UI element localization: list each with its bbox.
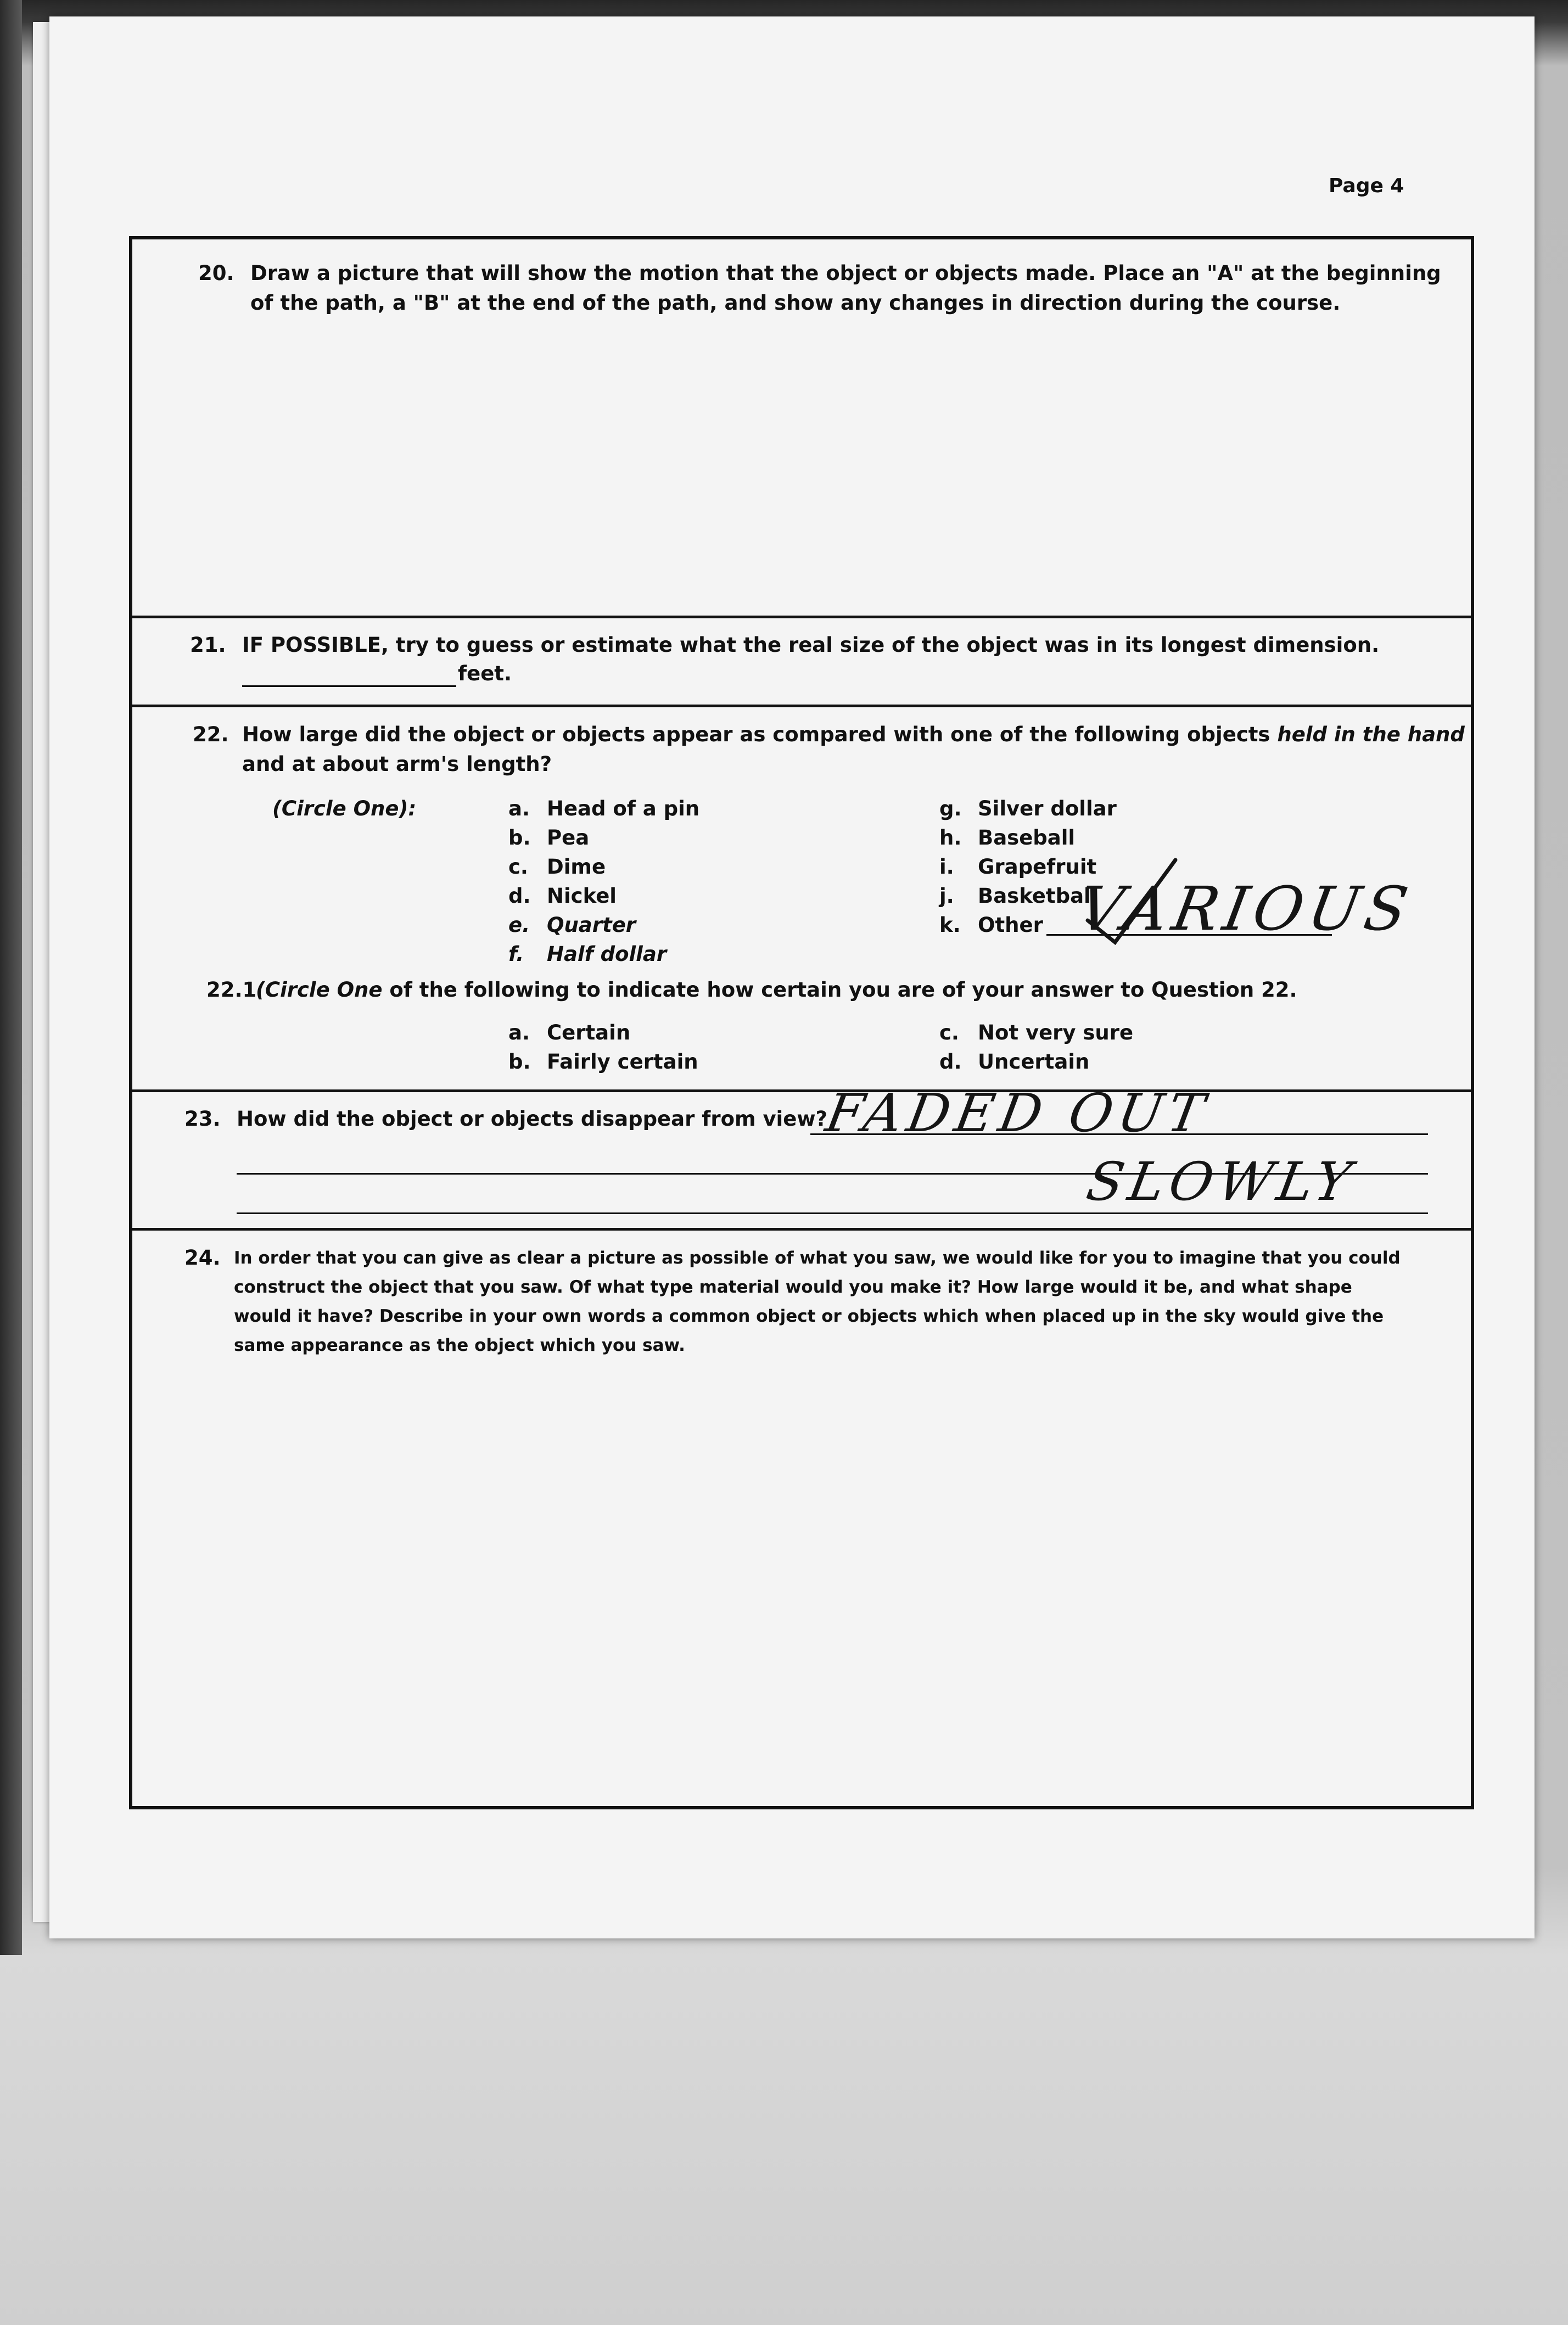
handwritten-check-mark <box>1077 854 1241 953</box>
option-not-very-sure[interactable]: c. Not very sure <box>939 1021 1134 1044</box>
film-edge <box>0 0 22 1955</box>
divider <box>132 1228 1471 1231</box>
document-page <box>49 16 1535 1938</box>
page-number: Page 4 <box>1329 175 1404 197</box>
option-e[interactable]: e. Quarter <box>508 913 636 937</box>
question-number: 23. <box>184 1107 221 1131</box>
handwritten-answer-line-2: SLOWLY <box>1082 1151 1361 1212</box>
option-j[interactable]: j. Basketball <box>939 884 1098 908</box>
divider <box>132 1089 1471 1092</box>
question-22-emphasis: held in the hand <box>1277 723 1465 746</box>
option-a[interactable]: a. Head of a pin <box>508 797 700 820</box>
drawing-area[interactable] <box>132 322 1471 596</box>
option-f[interactable]: f. Half dollar <box>508 942 667 966</box>
question-21-emphasis: IF POSSIBLE, <box>242 633 389 657</box>
question-21-text: try to guess or estimate what the real size of the object was in its longest dimension. <box>395 633 1380 657</box>
option-d[interactable]: d. Nickel <box>508 884 617 908</box>
question-24 <box>184 1243 231 1273</box>
question-number: 24. <box>184 1246 221 1270</box>
question-20-line-1: Draw a picture that will show the motion that the object or objects made. Place an "A" at the beginning <box>250 261 1441 285</box>
question-23 <box>184 1104 827 1134</box>
question-22-line-2: and at about arm's length? <box>242 752 552 776</box>
option-i[interactable]: i. Grapefruit <box>939 855 1097 879</box>
option-uncertain[interactable]: d. Uncertain <box>939 1050 1090 1074</box>
divider <box>132 705 1471 707</box>
answer-line-3[interactable] <box>237 1212 1428 1214</box>
question-24-line-4: same appearance as the object which you saw. <box>234 1335 685 1355</box>
question-number: 22. <box>193 723 229 746</box>
question-22-1-emphasis: (Circle One <box>256 978 383 1002</box>
question-number: 20. <box>198 261 234 285</box>
option-c[interactable]: c. Dime <box>508 855 606 879</box>
option-h[interactable]: h. Baseball <box>939 826 1076 849</box>
question-22 <box>193 720 1465 750</box>
question-22-text: How large did the object or objects appear as compared with one of the following objects <box>242 723 1270 746</box>
size-field[interactable] <box>242 685 456 687</box>
divider <box>132 616 1471 618</box>
question-number: 21. <box>190 633 226 657</box>
question-20-line-2: of the path, a "B" at the end of the path, and show any changes in direction during the course. <box>250 291 1341 315</box>
feet-label: feet. <box>458 662 512 685</box>
question-24-line-2: construct the object that you saw. Of what type material would you make it? How large would it be, and what shape <box>234 1277 1352 1297</box>
option-b[interactable]: b. Pea <box>508 826 590 849</box>
option-fairly-certain[interactable]: b. Fairly certain <box>508 1050 698 1074</box>
question-22-1-text: of the following to indicate how certain you are of your answer to Question 22. <box>389 978 1297 1002</box>
description-area[interactable] <box>132 1371 1471 1788</box>
handwritten-answer-line-1: FADED OUT <box>821 1082 1214 1144</box>
question-23-text: How did the object or objects disappear from view? <box>237 1107 827 1131</box>
circle-one-label: (Circle One): <box>272 797 417 820</box>
question-20 <box>198 259 1441 288</box>
question-number: 22.1 <box>206 978 257 1002</box>
question-22-1 <box>206 975 1297 1005</box>
questionnaire-form <box>129 236 1474 1809</box>
question-24-line-3: would it have? Describe in your own words a common object or objects which when placed up in the sky would give the <box>234 1306 1384 1326</box>
option-k[interactable]: k. Other <box>939 913 1043 937</box>
handwritten-other-answer: VARIOUS <box>1073 874 1419 944</box>
question-21 <box>190 630 1379 660</box>
option-certain[interactable]: a. Certain <box>508 1021 631 1044</box>
option-g[interactable]: g. Silver dollar <box>939 797 1117 820</box>
question-24-line-1: In order that you can give as clear a picture as possible of what you saw, we would like for you to imagine that you could <box>234 1248 1401 1268</box>
